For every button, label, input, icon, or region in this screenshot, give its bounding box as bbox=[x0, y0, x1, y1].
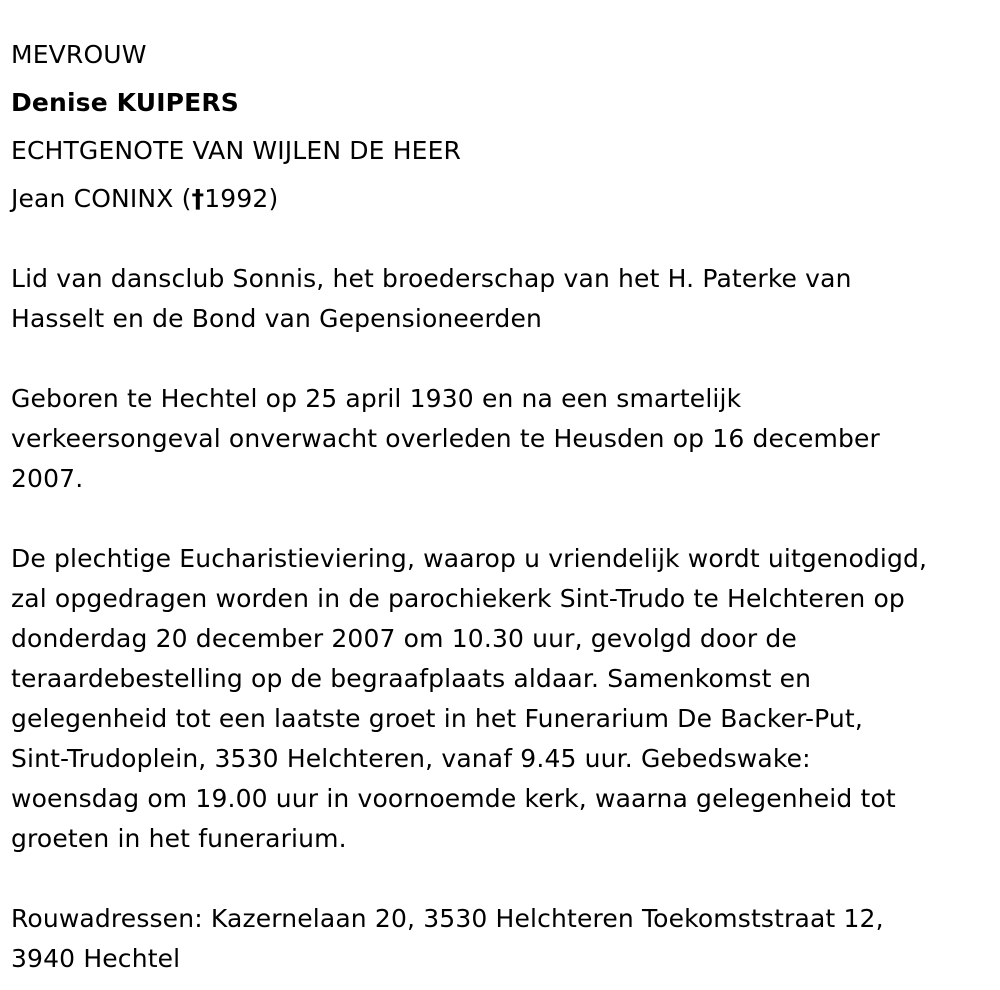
ceremony-line-2: zal opgedragen worden in de parochiekerk Sint-Trudo te Helchteren op bbox=[11, 584, 905, 613]
ceremony-line-5: gelegenheid tot een laatste groet in het Funerarium De Backer-Put, bbox=[11, 704, 863, 733]
birth-death-line-2: verkeersongeval onverwacht overleden te Heusden op 16 december bbox=[11, 424, 880, 453]
spouse-line bbox=[11, 184, 278, 214]
ceremony-line-3: donderdag 20 december 2007 om 10.30 uur, gevolgd door de bbox=[11, 624, 797, 653]
ceremony-line-8: groeten in het funerarium. bbox=[11, 824, 347, 853]
birth-death-line-1: Geboren te Hechtel op 25 april 1930 en na een smartelijk bbox=[11, 384, 742, 413]
ceremony-line-7: woensdag om 19.00 uur in voornoemde kerk, waarna gelegenheid tot bbox=[11, 784, 896, 813]
relation-text: ECHTGENOTE VAN WIJLEN DE HEER bbox=[11, 136, 462, 165]
spouse-name: Jean CONINX ( bbox=[11, 184, 192, 213]
addresses-line-2: 3940 Hechtel bbox=[11, 944, 181, 973]
membership-line-1: Lid van dansclub Sonnis, het broederschap van het H. Paterke van bbox=[11, 264, 852, 293]
spouse-death-year: 1992) bbox=[204, 184, 279, 213]
addresses-line-1: Rouwadressen: Kazernelaan 20, 3530 Helchteren Toekomststraat 12, bbox=[11, 904, 884, 933]
cross-icon: † bbox=[191, 184, 205, 213]
deceased-name: Denise KUIPERS bbox=[11, 88, 239, 117]
ceremony-line-6: Sint-Trudoplein, 3530 Helchteren, vanaf 9.45 uur. Gebedswake: bbox=[11, 744, 811, 773]
membership-line-2: Hasselt en de Bond van Gepensioneerden bbox=[11, 304, 542, 333]
ceremony-line-1: De plechtige Eucharistieviering, waarop u vriendelijk wordt uitgenodigd, bbox=[11, 544, 928, 573]
birth-death-line-3: 2007. bbox=[11, 464, 84, 493]
ceremony-line-4: teraardebestelling op de begraafplaats aldaar. Samenkomst en bbox=[11, 664, 812, 693]
salutation: MEVROUW bbox=[11, 40, 147, 69]
